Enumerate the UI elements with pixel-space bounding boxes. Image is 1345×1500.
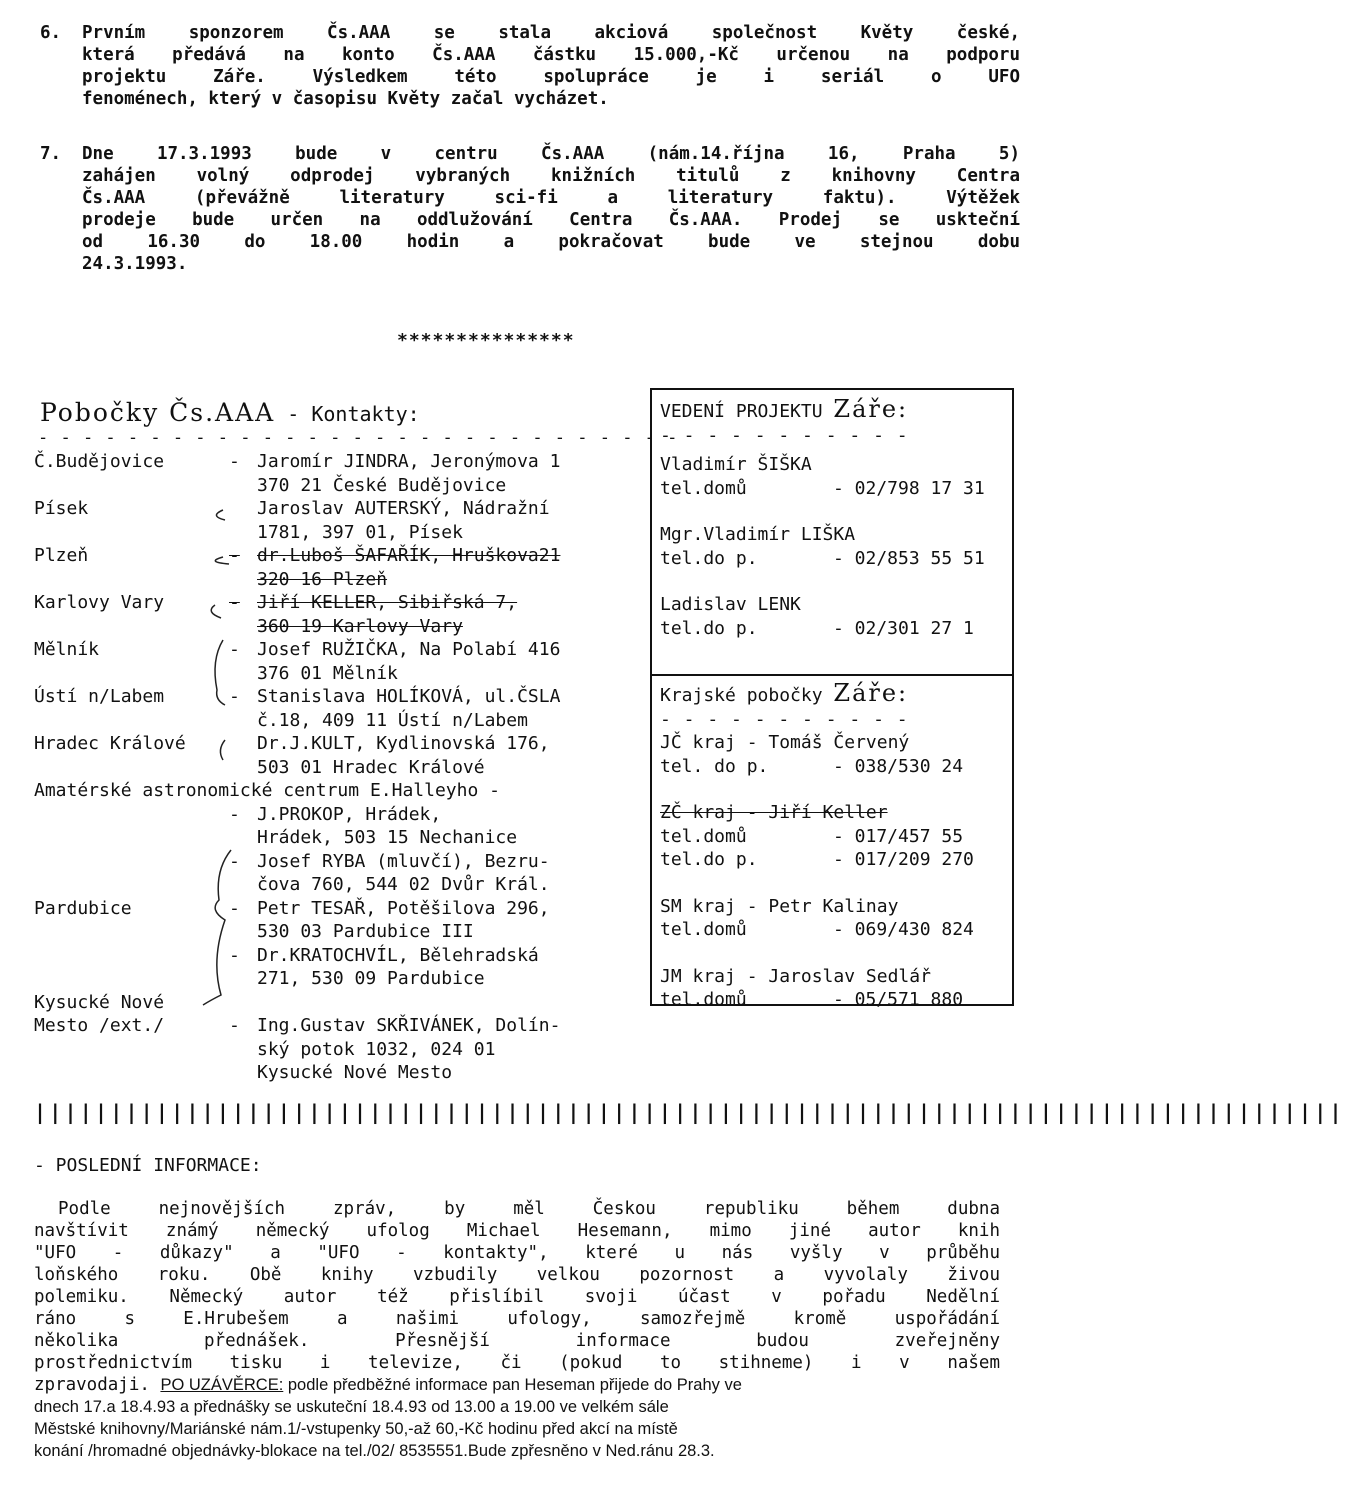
item-number: 7. xyxy=(40,144,62,164)
item-line: fenoménech, který v časopisu Květy začal vycházet. xyxy=(82,89,609,109)
leader-name: Vladimír ŠIŠKA xyxy=(660,454,812,475)
contact-row: Plzeň - dr.Luboš ŠAFAŘÍK, Hruškova21 320 16 Plzeň xyxy=(34,545,561,590)
contact-line: dr.Luboš ŠAFAŘÍK, Hruškova21 xyxy=(257,545,561,566)
contact-row: Mělník - Josef RUŽIČKA, Na Polabí 416 376 01 Mělník xyxy=(34,639,561,684)
paragraph-line-rest: podle předběžné informace pan Heseman přijede do Prahy ve xyxy=(283,1376,742,1394)
box-header xyxy=(660,395,1008,424)
contact-line: Dr.KRATOCHVÍL, Bělehradská xyxy=(257,944,539,966)
leader-entry xyxy=(660,523,1008,570)
region-phone: - 038/530 24 xyxy=(833,755,964,777)
box-dashes: - - - - - - - - - - - xyxy=(660,424,909,446)
contact-line: Jaroslav AUTERSKÝ, Nádražní xyxy=(257,498,550,519)
paragraph-line: Městské knihovny/Mariánské nám.1/-vstupenky 50,-až 60,-Kč hodinu před akcí na místě xyxy=(34,1420,678,1438)
region-phone-label: tel.domů xyxy=(660,919,747,940)
paragraph-line: polemiku. Německý autor též přislíbil svoji účast v pořadu Nedělní xyxy=(34,1287,1000,1307)
leader-name: Mgr.Vladimír LIŠKA xyxy=(660,524,856,545)
paragraph-line-start: zpravodaji. xyxy=(34,1375,161,1395)
contact-line: Ing.Gustav SKŘIVÁNEK, Dolín- xyxy=(257,1015,561,1036)
contact-line: Josef RUŽIČKA, Na Polabí 416 xyxy=(257,639,561,660)
contact-line: 503 01 Hradec Králové xyxy=(257,756,485,778)
region-phone: - 069/430 824 xyxy=(833,919,974,940)
contact-city: Kysucké Nové xyxy=(34,991,165,1013)
box-header-text: VEDENÍ PROJEKTU xyxy=(660,401,834,422)
last-info-paragraph xyxy=(34,1198,1000,1462)
regional-header xyxy=(660,679,1008,708)
contact-line: č.18, 409 11 Ústí n/Labem xyxy=(257,709,528,731)
item-line: zahájen volný odprodej vybraných knižních titulů z knihovny Centra xyxy=(82,166,1020,186)
region-entry xyxy=(660,895,1008,942)
leader-phone: - 02/301 27 1 xyxy=(833,617,974,639)
contacts-heading xyxy=(40,398,420,427)
item-number: 6. xyxy=(40,23,62,43)
separator-stars: *************** xyxy=(397,330,575,351)
contact-line: 271, 530 09 Pardubice xyxy=(257,968,485,989)
contact-row: - Dr.KRATOCHVÍL, Bělehradská 271, 530 09 Pardubice xyxy=(34,944,654,991)
contact-line: Jaromír JINDRA, Jeronýmova 1 xyxy=(257,451,561,472)
astro-center: Amatérské astronomické centrum E.Halleyho - xyxy=(34,780,500,801)
contact-row: Pardubice - Petr TESAŘ, Potěšilova 296, 530 03 Pardubice III xyxy=(34,897,550,942)
regional-dashes: - - - - - - - - - - - xyxy=(660,708,909,730)
contact-line: 360 19 Karlovy Vary xyxy=(257,615,463,637)
box-divider xyxy=(652,674,1012,676)
region-entry xyxy=(660,965,1008,1012)
item-line: která předává na konto Čs.AAA částku 15.000,-Kč určenou na podporu xyxy=(82,45,1020,65)
item-line: Prvním sponzorem Čs.AAA se stala akciová společnost Květy české, xyxy=(82,23,1020,43)
contact-line: 320 16 Plzeň xyxy=(257,568,388,590)
item-line: od 16.30 do 18.00 hodin a pokračovat bude ve stejnou dobu xyxy=(82,232,1020,252)
contact-city: Písek xyxy=(34,498,89,519)
contact-row: - Josef RYBA (mluvčí), Bezru- čova 760, 544 02 Dvůr Král. xyxy=(34,850,654,897)
leader-phone-label: tel.domů xyxy=(660,477,747,499)
last-info-title: - POSLEDNÍ INFORMACE: xyxy=(34,1155,262,1176)
contact-row: - J.PROKOP, Hrádek, Hrádek, 503 15 Nechanice xyxy=(34,803,654,850)
paragraph-line: prostřednictvím tisku i televize, či (pokud to stihneme) i v našem xyxy=(34,1353,1000,1373)
contact-line: 530 03 Pardubice III xyxy=(257,921,474,942)
contact-line: Jiří KELLER, Sibiřská 7, xyxy=(257,592,518,613)
contact-city: Plzeň xyxy=(34,545,89,566)
paragraph-line: konání /hromadné objednávky-blokace na tel./02/ 8535551.Bude zpřesněno v Ned.ránu 28.3. xyxy=(34,1442,715,1460)
contact-city: Pardubice xyxy=(34,897,132,919)
contacts-heading-big: Pobočky Čs.AAA xyxy=(40,398,276,427)
astro-center-row xyxy=(34,779,654,803)
handwritten-brackets xyxy=(195,500,255,1020)
item-line: projektu Záře. Výsledkem této spolupráce je i seriál o UFO xyxy=(82,67,1020,87)
leader-phone: - 02/853 55 51 xyxy=(833,547,985,569)
contact-city: Karlovy Vary xyxy=(34,592,165,613)
contact-city: Mělník xyxy=(34,639,100,660)
contact-line: Kysucké Nové Mesto xyxy=(257,1062,453,1083)
region-phone: - 017/457 55 xyxy=(833,825,964,847)
po-uzaverce-label: PO UZÁVĚRCE: xyxy=(160,1376,284,1394)
paragraph-line: navštívit známý německý ufolog Michael Hesemann, mimo jiné autor knih xyxy=(34,1221,1000,1241)
contact-row xyxy=(34,497,654,544)
region-phone-label: tel.do p. xyxy=(660,849,758,870)
contacts-heading-rest: - Kontakty: xyxy=(275,402,420,426)
region-phone-label: tel.domů xyxy=(660,825,747,847)
item-line: Čs.AAA (převážně literatury sci-fi a literatury faktu). Výtěžek xyxy=(82,188,1020,208)
contact-line: 376 01 Mělník xyxy=(257,662,398,684)
contact-row: Karlovy Vary - Jiří KELLER, Sibiřská 7, 360 19 Karlovy Vary xyxy=(34,592,518,637)
region-phone: - 017/209 270 xyxy=(833,849,974,870)
contact-row xyxy=(34,732,654,779)
contact-line: Dr.J.KULT, Kydlinovská 176, xyxy=(257,733,550,754)
leader-phone: - 02/798 17 31 xyxy=(833,477,985,499)
contact-city: Ústí n/Labem xyxy=(34,686,165,707)
contact-line: 1781, 397 01, Písek xyxy=(257,521,463,543)
item-line: 24.3.1993. xyxy=(82,254,188,274)
contact-line: ský potok 1032, 024 01 xyxy=(257,1038,496,1060)
region-name: JM kraj - Jaroslav Sedlář xyxy=(660,965,931,987)
leader-entry xyxy=(660,453,1008,500)
contacts-dashes: - - - - - - - - - - - - - - - - - - - - - - - - - - - - - xyxy=(38,428,679,448)
item-line: Dne 17.3.1993 bude v centru Čs.AAA (nám.14.října 16, Praha 5) xyxy=(82,144,1020,164)
contact-city: Č.Budějovice xyxy=(34,451,165,472)
contact-city: Hradec Králové xyxy=(34,733,186,754)
region-phone: - 05/571 880 xyxy=(833,989,964,1010)
contact-row: Č.Budějovice - Jaromír JINDRA, Jeronýmova 1 370 21 České Budějovice xyxy=(34,451,561,496)
paragraph-line: "UFO - důkazy" a "UFO - kontakty", které u nás vyšly v průběhu xyxy=(34,1243,1000,1263)
leader-name: Ladislav LENK xyxy=(660,594,801,615)
region-name: JČ kraj - Tomáš Červený xyxy=(660,732,910,753)
paragraph-line: dnech 17.a 18.4.93 a přednášky se uskuteční 18.4.93 od 13.00 a 19.00 ve velkém sále xyxy=(34,1398,669,1416)
region-name: ZČ kraj - Jiří Keller xyxy=(660,802,888,823)
contact-line: Josef RYBA (mluvčí), Bezru- xyxy=(257,850,550,872)
region-entry xyxy=(660,801,1008,872)
box-header-big: Záře: xyxy=(833,395,909,423)
contacts-list xyxy=(34,450,654,1085)
region-entry xyxy=(660,731,1008,778)
contact-line: J.PROKOP, Hrádek, xyxy=(257,803,442,825)
region-phone-label: tel.domů xyxy=(660,989,747,1010)
regional-header-text: Krajské pobočky xyxy=(660,685,834,706)
leader-phone-label: tel.do p. xyxy=(660,547,758,569)
leader-phone-label: tel.do p. xyxy=(660,617,758,639)
project-leadership-box xyxy=(650,388,1014,1010)
contact-line: Stanislava HOLÍKOVÁ, ul.ČSLA xyxy=(257,686,561,707)
paragraph-line: loňského roku. Obě knihy vzbudily velkou pozornost a vyvolaly živou xyxy=(34,1265,1000,1285)
contact-line: 370 21 České Budějovice xyxy=(257,474,507,496)
paragraph-line xyxy=(34,1374,1000,1396)
item-6 xyxy=(40,22,1020,110)
region-name: SM kraj - Petr Kalinay xyxy=(660,895,899,917)
contact-row: Kysucké Nové Mesto /ext./ - Ing.Gustav SKŘIVÁNEK, Dolín- ský potok 1032, 024 01 Kysucké Nové Mesto xyxy=(34,991,561,1083)
contact-line: čova 760, 544 02 Dvůr Král. xyxy=(257,874,550,895)
paragraph-line: ráno s E.Hrubešem a našimi ufology, samozřejmě kromě uspořádání xyxy=(34,1309,1000,1329)
contact-city: Mesto /ext./ xyxy=(34,1015,165,1036)
contact-line: Petr TESAŘ, Potěšilova 296, xyxy=(257,897,550,919)
contact-row: Ústí n/Labem - Stanislava HOLÍKOVÁ, ul.ČSLA č.18, 409 11 Ústí n/Labem xyxy=(34,686,561,731)
paragraph-line: Podle nejnovějších zpráv, by měl Českou republiku během dubna xyxy=(58,1199,1000,1219)
leader-entry xyxy=(660,593,1008,640)
separator-bars: |||||||||||||||||||||||||||||||||||||||||||||||||||||||||||||||||||||||||||||||||||||| xyxy=(34,1100,1345,1124)
contact-line: Hrádek, 503 15 Nechanice xyxy=(257,827,518,848)
region-phone-label: tel. do p. xyxy=(660,755,769,777)
regional-header-big: Záře: xyxy=(833,679,909,707)
item-7 xyxy=(40,143,1020,275)
item-line: prodeje bude určen na oddlužování Centra Čs.AAA. Prodej se uskteční xyxy=(82,210,1020,230)
paragraph-line: několika přednášek. Přesnější informace budou zveřejněny xyxy=(34,1331,1000,1351)
